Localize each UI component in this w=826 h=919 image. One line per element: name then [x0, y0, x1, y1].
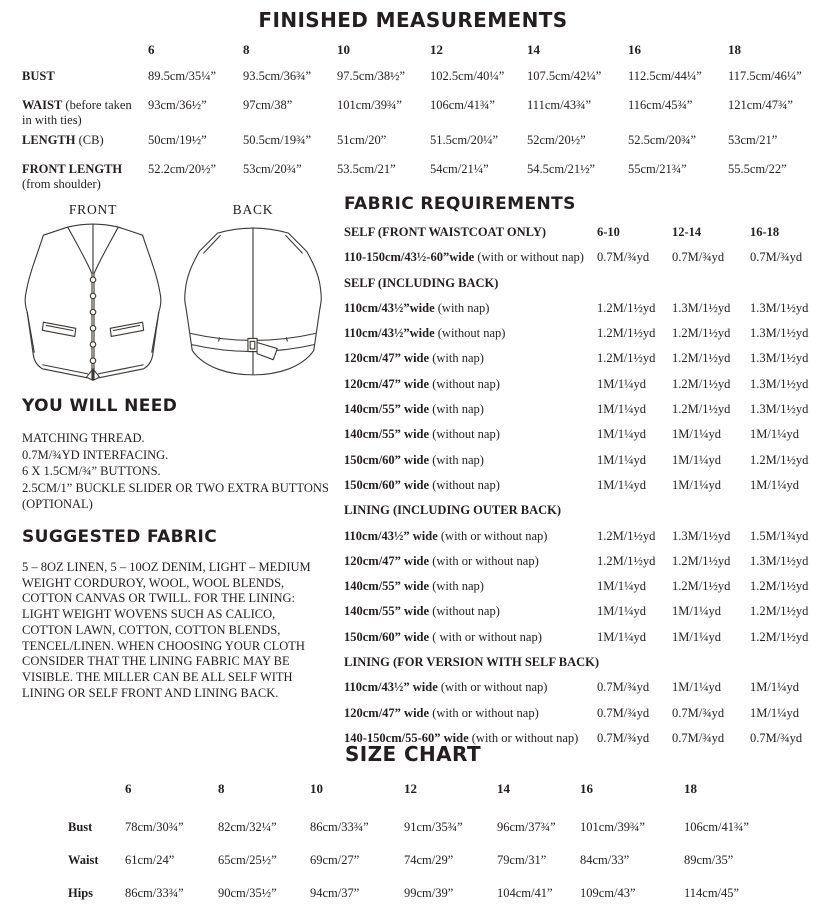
fabric-quantity-value: 1M/1¼yd — [597, 604, 646, 619]
fabric-requirement-row — [344, 650, 824, 675]
size-chart-value: 91cm/35¾” — [404, 820, 463, 834]
fabric-quantity-value: 0.7M/¾yd — [597, 250, 650, 265]
fabric-width-label: 110cm/43½” wide (with or without nap) — [344, 528, 548, 543]
fabric-requirement-row — [344, 524, 824, 549]
measurement-value: 93.5cm/36¾” — [243, 69, 312, 83]
fabric-width-label: 110cm/43½”wide (without nap) — [344, 326, 506, 341]
fabric-width-label: 140cm/55” wide (with nap) — [344, 579, 484, 594]
fabric-quantity-value: 1.2M/1½yd — [672, 351, 731, 366]
size-header: 10 — [310, 781, 323, 796]
fabric-quantity-value: 0.7M/¾yd — [750, 250, 803, 265]
fabric-requirement-row — [344, 675, 824, 700]
fabric-width-label: 120cm/47” wide (with nap) — [344, 351, 484, 366]
fabric-width-label: 140cm/55” wide (without nap) — [344, 604, 500, 619]
back-vest-illustration — [177, 221, 329, 385]
size-header: 18 — [728, 42, 741, 57]
fabric-width-label: 150cm/60” wide ( with or without nap) — [344, 629, 542, 644]
size-chart-value: 86cm/33¾” — [310, 820, 369, 834]
measurement-value: 50.5cm/19¾” — [243, 133, 312, 147]
fabric-quantity-value: 1M/1¼yd — [750, 680, 799, 695]
fabric-requirement-row — [344, 296, 824, 321]
fabric-requirement-row — [344, 574, 824, 599]
fabric-requirement-row — [344, 599, 824, 624]
fabric-width-label: SELF (INCLUDING BACK) — [344, 275, 499, 290]
measurement-value: 53.5cm/21” — [337, 162, 396, 176]
measurement-value: 111cm/43¾” — [527, 98, 591, 112]
fabric-quantity-value: 1M/1¼yd — [597, 402, 646, 417]
measurement-value: 121cm/47¾” — [728, 98, 793, 112]
size-chart-row-label: Bust — [68, 820, 93, 834]
fabric-quantity-value: 1M/1¼yd — [597, 477, 646, 492]
size-chart-value: 61cm/24” — [125, 853, 175, 867]
measurement-row-label: LENGTH (CB) — [22, 133, 104, 147]
measurement-value: 93cm/36½” — [148, 98, 207, 112]
measurement-value: 52.2cm/20½” — [148, 162, 217, 176]
size-chart-value: 114cm/45” — [684, 886, 740, 900]
fabric-requirement-row — [344, 625, 824, 650]
you-will-need-item: 0.7M/¾YD INTERFACING. — [22, 447, 169, 462]
measurement-value: 55cm/21¾” — [628, 162, 687, 176]
fabric-requirement-row — [344, 422, 824, 447]
fabric-quantity-value: 1.2M/1½yd — [750, 579, 809, 594]
fabric-quantity-value: 1.2M/1½yd — [672, 326, 731, 341]
fabric-requirements-header-row — [344, 220, 824, 245]
size-header: 16 — [580, 781, 593, 796]
finished-measurements-table — [22, 42, 826, 206]
size-chart-value: 104cm/41” — [497, 886, 553, 900]
measurement-value: 107.5cm/42¼” — [527, 69, 602, 83]
fabric-quantity-value: 1M/1¼yd — [597, 629, 646, 644]
size-header: 14 — [527, 42, 540, 57]
fabric-requirements-table — [344, 220, 824, 751]
fabric-quantity-value: 1.2M/1½yd — [672, 579, 731, 594]
measurement-value: 51.5cm/20¼” — [430, 133, 499, 147]
fabric-requirement-row — [344, 701, 824, 726]
fabric-width-label: 120cm/47” wide (with or without nap) — [344, 553, 539, 568]
measurement-value: 102.5cm/40¼” — [430, 69, 505, 83]
fabric-quantity-value: 0.7M/¾yd — [672, 250, 725, 265]
measurement-value: 116cm/45¾” — [628, 98, 693, 112]
fabric-quantity-value: 1.2M/1½yd — [597, 300, 656, 315]
suggested-fabric-section — [22, 527, 324, 701]
fabric-requirement-row — [344, 245, 824, 270]
fabric-quantity-value: 1M/1¼yd — [597, 376, 646, 391]
you-will-need-item: 6 X 1.5CM/¾” BUTTONS. — [22, 464, 161, 479]
fabric-quantity-value: 1M/1¼yd — [750, 427, 799, 442]
size-range-header: 6-10 — [597, 225, 620, 239]
measurement-value: 51cm/20” — [337, 133, 387, 147]
fabric-width-label: LINING (INCLUDING OUTER BACK) — [344, 503, 562, 518]
you-will-need-title: YOU WILL NEED — [22, 396, 178, 416]
measurement-row — [22, 69, 826, 84]
fabric-quantity-value: 1M/1¼yd — [672, 680, 721, 695]
fabric-width-label: 140-150cm/55-60” wide (with or without nap) — [344, 730, 579, 745]
fabric-quantity-value: 1.2M/1½yd — [597, 326, 656, 341]
size-header: 12 — [430, 42, 443, 57]
measurement-value: 97cm/38” — [243, 98, 293, 112]
fabric-width-label: LINING (FOR VERSION WITH SELF BACK) — [344, 655, 600, 670]
fabric-requirement-row — [344, 473, 824, 498]
fabric-quantity-value: 0.7M/¾yd — [597, 705, 650, 720]
fabric-quantity-value: 1M/1¼yd — [672, 427, 721, 442]
size-chart-row — [68, 820, 824, 835]
fabric-quantity-value: 1.2M/1½yd — [672, 376, 731, 391]
size-chart-value: 89cm/35” — [684, 853, 734, 867]
fabric-quantity-value: 1.3M/1½yd — [750, 300, 809, 315]
fabric-width-label: 110cm/43½”wide (with nap) — [344, 300, 490, 315]
measurement-value: 52cm/20½” — [527, 133, 586, 147]
fabric-width-label: 120cm/47” wide (with or without nap) — [344, 705, 539, 720]
you-will-need-section — [22, 396, 330, 513]
fabric-quantity-value: 1.2M/1½yd — [750, 452, 809, 467]
fabric-quantity-value: 1.3M/1½yd — [672, 300, 731, 315]
fabric-group-label: SELF (FRONT WAISTCOAT ONLY) — [344, 225, 547, 239]
fabric-quantity-value: 1.2M/1½yd — [750, 604, 809, 619]
size-chart-title: SIZE CHART — [344, 742, 481, 766]
fabric-quantity-value: 1M/1¼yd — [672, 452, 721, 467]
size-header: 12 — [404, 781, 417, 796]
size-chart-value: 65cm/25½” — [218, 853, 277, 867]
measurement-value: 53cm/21” — [728, 133, 778, 147]
fabric-requirements-title: FABRIC REQUIREMENTS — [344, 194, 576, 214]
measurement-row — [22, 133, 826, 148]
suggested-fabric-title: SUGGESTED FABRIC — [22, 527, 218, 547]
measurement-value: 50cm/19½” — [148, 133, 207, 147]
you-will-need-item: 2.5CM/1” BUCKLE SLIDER OR TWO EXTRA BUTTONS (OPTIONAL) — [22, 480, 329, 512]
finished-measurements-size-header-row — [22, 42, 826, 57]
size-chart-row — [68, 853, 824, 868]
size-chart-value: 79cm/31” — [497, 853, 547, 867]
size-chart-value: 94cm/37” — [310, 886, 360, 900]
measurement-value: 55.5cm/22” — [728, 162, 787, 176]
measurement-value: 101cm/39¾” — [337, 98, 402, 112]
fabric-quantity-value: 0.7M/¾yd — [672, 705, 725, 720]
fabric-quantity-value: 0.7M/¾yd — [597, 680, 650, 695]
size-header: 18 — [684, 781, 697, 796]
front-view-label: FRONT — [68, 202, 118, 217]
fabric-quantity-value: 1M/1¼yd — [672, 477, 721, 492]
measurement-value: 89.5cm/35¼” — [148, 69, 217, 83]
size-header: 6 — [125, 781, 132, 796]
fabric-quantity-value: 0.7M/¾yd — [750, 730, 803, 745]
fabric-width-label: 150cm/60” wide (without nap) — [344, 477, 500, 492]
fabric-requirement-row — [344, 498, 824, 523]
fabric-requirement-row — [344, 321, 824, 346]
size-header: 8 — [243, 42, 250, 57]
measurement-row — [22, 162, 826, 192]
size-chart-row-label: Hips — [68, 886, 94, 900]
finished-measurements-title: FINISHED MEASUREMENTS — [258, 8, 568, 32]
size-chart-header-row — [68, 781, 824, 796]
measurement-value: 54.5cm/21½” — [527, 162, 596, 176]
fabric-width-label: 140cm/55” wide (without nap) — [344, 427, 500, 442]
fabric-width-label: 140cm/55” wide (with nap) — [344, 402, 484, 417]
vest-illustrations — [17, 202, 329, 385]
measurement-value: 112.5cm/44¼” — [628, 69, 702, 83]
measurement-value: 117.5cm/46¼” — [728, 69, 802, 83]
size-header: 14 — [497, 781, 510, 796]
fabric-quantity-value: 1.2M/1½yd — [597, 351, 656, 366]
fabric-quantity-value: 0.7M/¾yd — [672, 730, 725, 745]
fabric-quantity-value: 1.5M/1¾yd — [750, 528, 809, 543]
fabric-quantity-value: 1.3M/1½yd — [750, 402, 809, 417]
fabric-quantity-value: 1M/1¼yd — [672, 604, 721, 619]
fabric-requirement-row — [344, 346, 824, 371]
measurement-value: 97.5cm/38½” — [337, 69, 406, 83]
fabric-quantity-value: 1M/1¼yd — [750, 477, 799, 492]
fabric-quantity-value: 1M/1¼yd — [597, 452, 646, 467]
fabric-quantity-value: 1.3M/1½yd — [750, 326, 809, 341]
measurement-value: 53cm/20¾” — [243, 162, 302, 176]
back-view-label: BACK — [232, 202, 274, 217]
fabric-width-label: 150cm/60” wide (with nap) — [344, 452, 484, 467]
fabric-requirement-row — [344, 271, 824, 296]
fabric-quantity-value: 1.2M/1½yd — [672, 553, 731, 568]
measurement-row — [22, 98, 826, 128]
fabric-quantity-value: 1.2M/1½yd — [597, 528, 656, 543]
measurement-row-label: BUST — [22, 69, 55, 83]
size-header: 8 — [218, 781, 225, 796]
fabric-quantity-value: 1.3M/1½yd — [750, 351, 809, 366]
measurement-value: 54cm/21¼” — [430, 162, 489, 176]
fabric-quantity-value: 1M/1¼yd — [597, 579, 646, 594]
size-chart-value: 101cm/39¾” — [580, 820, 645, 834]
size-range-header: 16-18 — [750, 225, 780, 239]
size-header: 16 — [628, 42, 641, 57]
size-chart-value: 86cm/33¾” — [125, 886, 184, 900]
size-header: 6 — [148, 42, 155, 57]
suggested-fabric-text: 5 – 8OZ LINEN, 5 – 10OZ DENIM, LIGHT – MEDIUM WEIGHT CORDUROY, WOOL, WOOL BLENDS, COTTON CANVAS OR TWILL. FOR THE LINING: LIGHT WEIGHT WOVENS SUCH AS CALICO, COTTON LAWN, COTTON, COTTON BLENDS, TENCEL/LINEN. WHEN CHOOSING YOUR CLOTH CONSIDER THAT THE LINING FABRIC MAY BE VISIBLE. THE MILLER CAN BE ALL SELF WITH LINING OR SELF FRONT AND LINING BACK. — [22, 560, 311, 700]
fabric-quantity-value: 1.3M/1½yd — [672, 528, 731, 543]
size-chart-table — [68, 781, 824, 919]
size-range-header: 12-14 — [672, 225, 702, 239]
fabric-quantity-value: 1M/1¼yd — [672, 629, 721, 644]
measurement-value: 52.5cm/20¾” — [628, 133, 697, 147]
size-chart-value: 109cm/43” — [580, 886, 636, 900]
size-chart-value: 78cm/30¾” — [125, 820, 184, 834]
back-view — [177, 202, 329, 385]
measurement-value: 106cm/41¾” — [430, 98, 495, 112]
size-chart-value: 96cm/37¾” — [497, 820, 556, 834]
fabric-quantity-value: 0.7M/¾yd — [597, 730, 650, 745]
size-chart-value: 82cm/32¼” — [218, 820, 277, 834]
front-view — [17, 202, 169, 385]
size-chart-value: 84cm/33” — [580, 853, 630, 867]
fabric-width-label: 110cm/43½” wide (with or without nap) — [344, 680, 548, 695]
measurement-row-label: WAIST (before taken in with ties) — [22, 98, 132, 127]
size-chart-value: 69cm/27” — [310, 853, 360, 867]
fabric-quantity-value: 1.3M/1½yd — [750, 553, 809, 568]
size-header: 10 — [337, 42, 350, 57]
fabric-quantity-value: 1.2M/1½yd — [750, 629, 809, 644]
fabric-quantity-value: 1.2M/1½yd — [597, 553, 656, 568]
you-will-need-item: MATCHING THREAD. — [22, 431, 145, 445]
front-vest-illustration — [17, 221, 169, 385]
size-chart-row — [68, 886, 824, 901]
fabric-quantity-value: 1M/1¼yd — [750, 705, 799, 720]
fabric-requirement-row — [344, 397, 824, 422]
you-will-need-list — [22, 430, 330, 513]
size-chart-row-label: Waist — [68, 853, 99, 867]
size-chart-value: 90cm/35½” — [218, 886, 277, 900]
fabric-requirement-row — [344, 372, 824, 397]
size-chart-value: 106cm/41¾” — [684, 820, 749, 834]
size-chart-value: 99cm/39” — [404, 886, 454, 900]
fabric-quantity-value: 1.3M/1½yd — [750, 376, 809, 391]
fabric-width-label: 110-150cm/43½-60”wide (with or without nap) — [344, 250, 584, 265]
fabric-requirement-row — [344, 448, 824, 473]
size-chart-value: 74cm/29” — [404, 853, 454, 867]
measurement-row-label: FRONT LENGTH (from shoulder) — [22, 162, 123, 191]
fabric-quantity-value: 1.2M/1½yd — [672, 402, 731, 417]
fabric-requirement-row — [344, 549, 824, 574]
fabric-quantity-value: 1M/1¼yd — [597, 427, 646, 442]
fabric-width-label: 120cm/47” wide (without nap) — [344, 376, 500, 391]
